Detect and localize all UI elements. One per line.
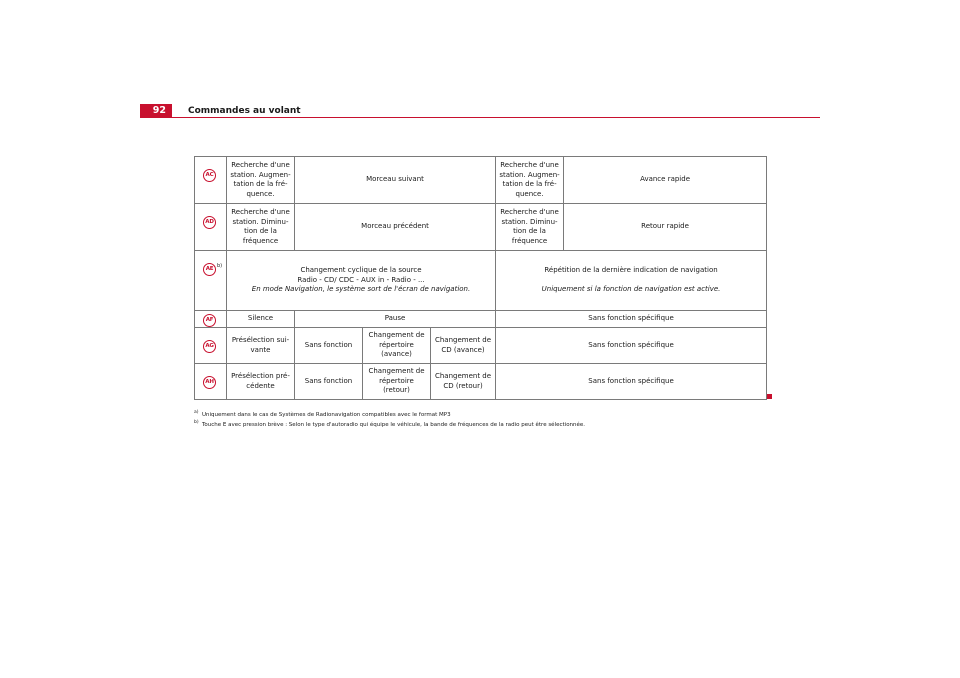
footnote-ref: b) bbox=[217, 263, 223, 269]
footnote bbox=[194, 410, 764, 420]
cell-other: Sans fonction spécifique bbox=[496, 364, 767, 400]
button-badge-icon: AH bbox=[203, 376, 216, 389]
table-row bbox=[195, 251, 767, 311]
cell-radio: Recherche d'une station. Diminu-tion de la fréquence bbox=[227, 204, 295, 251]
cell-radio: Recherche d'une station. Augmen-tation de la fré-quence. bbox=[227, 157, 295, 204]
key-cell bbox=[195, 157, 227, 204]
cell-cd: Morceau suivant bbox=[295, 157, 496, 204]
cell-tv: Recherche d'une station. Augmen-tation de la fré-quence. bbox=[496, 157, 564, 204]
cell-radio: Présélection pré-cédente bbox=[227, 364, 295, 400]
cell-cd-c: Changement de CD (retour) bbox=[431, 364, 496, 400]
footnote bbox=[194, 420, 764, 430]
button-badge-icon: AG bbox=[203, 340, 216, 353]
table-row bbox=[195, 311, 767, 328]
cell-cd: Pause bbox=[295, 311, 496, 328]
cell-cd-b: Changement de répertoire (avance) bbox=[363, 328, 431, 364]
key-cell bbox=[195, 364, 227, 400]
cell-cd-a: Sans fonction bbox=[295, 328, 363, 364]
cell-radio: Silence bbox=[227, 311, 295, 328]
cell-note: En mode Navigation, le système sort de l'écran de navigation. bbox=[251, 285, 471, 294]
cell-cd: Morceau précédent bbox=[295, 204, 496, 251]
footnote-text: Uniquement dans le cas de Systèmes de Radionavigation compatibles avec le format MP3 bbox=[202, 412, 451, 418]
cell-radio: Présélection sui-vante bbox=[227, 328, 295, 364]
cell-line: Radio - CD/ CDC - AUX in - Radio - ... bbox=[297, 275, 425, 284]
cell-note: Uniquement si la fonction de navigation est active. bbox=[541, 285, 721, 294]
chapter-title: Commandes au volant bbox=[188, 106, 301, 116]
cell-nav: Retour rapide bbox=[564, 204, 767, 251]
cell-line: Répétition de la dernière indication de navigation bbox=[544, 266, 718, 275]
key-cell bbox=[195, 251, 227, 311]
table-row bbox=[195, 157, 767, 204]
button-badge-icon: AE bbox=[203, 263, 216, 276]
footnotes bbox=[194, 410, 764, 430]
cell-nav: Avance rapide bbox=[564, 157, 767, 204]
cell-other: Sans fonction spécifique bbox=[496, 328, 767, 364]
cell-line: Changement cyclique de la source bbox=[300, 266, 422, 275]
table-row bbox=[195, 364, 767, 400]
cell-tv: Recherche d'une station. Diminu-tion de la fréquence bbox=[496, 204, 564, 251]
page-header bbox=[140, 104, 820, 118]
cell-cd-b: Changement de répertoire (retour) bbox=[363, 364, 431, 400]
footnote-text: Touche E avec pression brève : Selon le type d'autoradio qui équipe le véhicule, la bande de fréquences de la radio peut être sélectionnée. bbox=[202, 422, 586, 428]
table-row bbox=[195, 204, 767, 251]
footnote-mark: b) bbox=[194, 420, 199, 425]
cell-other: Sans fonction spécifique bbox=[496, 311, 767, 328]
header-rule bbox=[140, 117, 820, 118]
key-cell bbox=[195, 204, 227, 251]
button-badge-icon: AC bbox=[203, 169, 216, 182]
button-badge-icon: AD bbox=[203, 216, 216, 229]
table-row bbox=[195, 328, 767, 364]
cell-cd-c: Changement de CD (avance) bbox=[431, 328, 496, 364]
footnote-mark: a) bbox=[194, 410, 199, 415]
steering-wheel-controls-table bbox=[194, 156, 767, 400]
section-end-marker bbox=[767, 394, 772, 399]
key-cell bbox=[195, 328, 227, 364]
key-cell bbox=[195, 311, 227, 328]
cell-source-change bbox=[227, 251, 496, 311]
page-number: 92 bbox=[140, 104, 172, 118]
cell-cd-a: Sans fonction bbox=[295, 364, 363, 400]
cell-nav-repeat bbox=[496, 251, 767, 311]
button-badge-icon: AF bbox=[203, 314, 216, 327]
